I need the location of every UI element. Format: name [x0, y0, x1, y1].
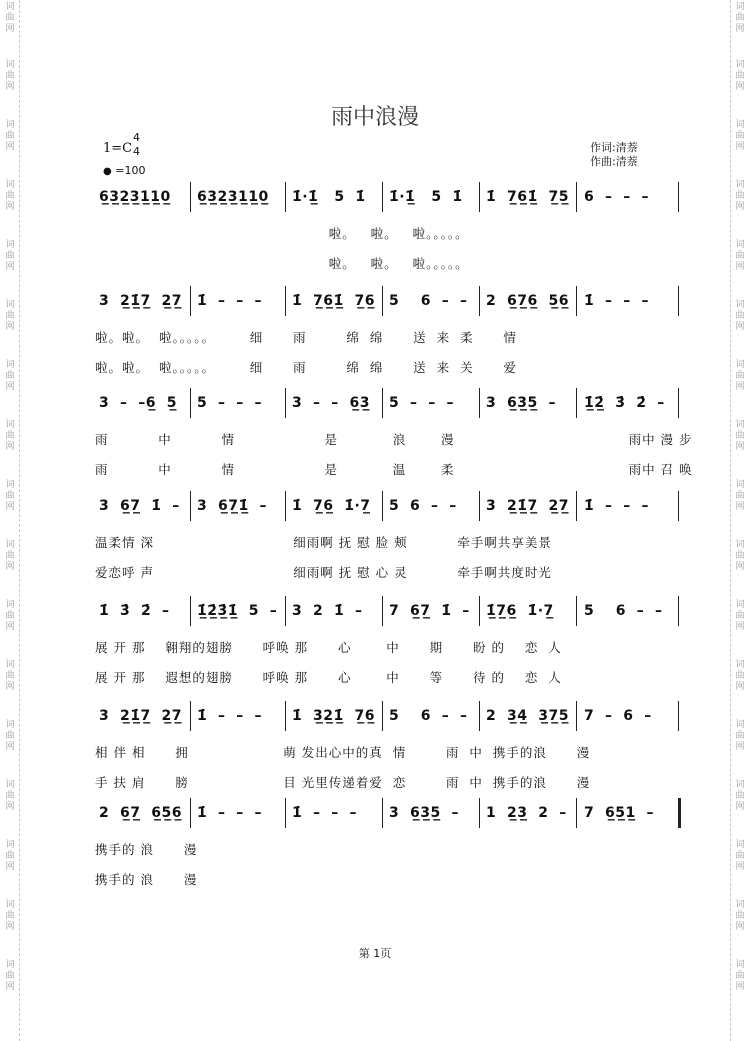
- measure-notes: 6 – – –: [584, 189, 649, 205]
- barline: [678, 182, 679, 212]
- barline: [285, 286, 286, 316]
- watermark-text: [733, 180, 747, 213]
- barline: [190, 182, 191, 212]
- watermark-char: 网: [735, 442, 745, 452]
- watermark-char: 词: [735, 60, 745, 70]
- music-system: [95, 286, 685, 375]
- watermark-char: 曲: [735, 71, 745, 81]
- barline: [190, 491, 191, 521]
- barline: [285, 596, 286, 626]
- watermark-char: 词: [735, 900, 745, 910]
- barline: [382, 798, 383, 828]
- barline: [479, 701, 480, 731]
- right-watermark-strip: [726, 0, 750, 1041]
- watermark-char: 词: [5, 780, 15, 790]
- lyric-line-verse-1: 携手的 浪 漫: [95, 842, 198, 857]
- barline: [678, 388, 679, 418]
- watermark-char: 曲: [5, 551, 15, 561]
- watermark-char: 曲: [5, 251, 15, 261]
- lyric-line-verse-1: 温柔情 深 细雨啊 抚 慰 脸 颊 牵手啊共享美景: [95, 535, 552, 550]
- barline: [190, 701, 191, 731]
- watermark-text: [3, 360, 17, 393]
- watermark-char: 词: [5, 540, 15, 550]
- barline: [576, 286, 577, 316]
- watermark-char: 网: [735, 802, 745, 812]
- measure-notes: 2 6̲7̲6̲ 5̲6̲: [486, 293, 569, 309]
- watermark-char: 词: [5, 660, 15, 670]
- music-system: [95, 798, 685, 887]
- watermark-char: 曲: [5, 791, 15, 801]
- watermark-char: 网: [735, 202, 745, 212]
- barline: [576, 182, 577, 212]
- watermark-char: 网: [5, 142, 15, 152]
- measure-notes: 1 2̲3̲ 2 –: [486, 805, 567, 821]
- watermark-char: 网: [5, 862, 15, 872]
- watermark-char: 曲: [735, 971, 745, 981]
- watermark-char: 网: [735, 322, 745, 332]
- watermark-char: 词: [5, 600, 15, 610]
- watermark-text: [733, 60, 747, 93]
- watermark-text: [3, 2, 17, 35]
- watermark-char: 词: [735, 540, 745, 550]
- watermark-char: 曲: [5, 491, 15, 501]
- watermark-text: [733, 540, 747, 573]
- right-margin-rule: [730, 0, 731, 1041]
- measure-notes: 5 6 – –: [584, 603, 663, 619]
- barline: [285, 388, 286, 418]
- notation-row: [95, 596, 685, 626]
- watermark-char: 网: [735, 922, 745, 932]
- measure-notes: 3 2̲1̲̇7̲ 2̲7̲: [99, 293, 182, 309]
- measure-notes: 1̇ – – –: [197, 805, 262, 821]
- watermark-char: 词: [5, 840, 15, 850]
- watermark-text: [3, 240, 17, 273]
- measure-notes: 2 6̲7̲ 6̲5̲6̲: [99, 805, 182, 821]
- watermark-char: 词: [735, 300, 745, 310]
- lyric-line-verse-1: 雨 中 情 是 浪 漫 雨中 漫 步: [95, 432, 693, 447]
- barline: [382, 182, 383, 212]
- barline: [576, 701, 577, 731]
- barline: [382, 286, 383, 316]
- watermark-text: [733, 900, 747, 933]
- watermark-char: 词: [5, 420, 15, 430]
- watermark-char: 词: [5, 180, 15, 190]
- barline: [576, 388, 577, 418]
- measure-notes: 1̇ – – –: [292, 805, 357, 821]
- lyric-line-verse-2: 展 开 那 遐想的翅膀 呼唤 那 心 中 等 待 的 恋 人: [95, 670, 562, 685]
- watermark-text: [733, 600, 747, 633]
- lyric-line-verse-1: 啦。啦。 啦。。。。。 细 雨 绵 绵 送 来 柔 情: [95, 330, 517, 345]
- watermark-char: 网: [5, 742, 15, 752]
- watermark-text: [3, 180, 17, 213]
- watermark-char: 曲: [5, 71, 15, 81]
- watermark-char: 词: [5, 900, 15, 910]
- measure-notes: 1̇ – – –: [197, 708, 262, 724]
- watermark-text: [3, 900, 17, 933]
- barline: [285, 491, 286, 521]
- barline: [382, 596, 383, 626]
- watermark-char: 网: [735, 742, 745, 752]
- watermark-char: 词: [735, 420, 745, 430]
- lyric-line-verse-2: 雨 中 情 是 温 柔 雨中 召 唤: [95, 462, 693, 477]
- barline: [382, 701, 383, 731]
- watermark-text: [3, 300, 17, 333]
- barline: [678, 491, 679, 521]
- barline: [576, 596, 577, 626]
- watermark-char: 网: [5, 502, 15, 512]
- measure-notes: 3 6̲3̲5̲ –: [486, 395, 556, 411]
- watermark-char: 词: [735, 780, 745, 790]
- lyricist-credit: 作词:清萘: [590, 141, 638, 154]
- watermark-char: 曲: [735, 311, 745, 321]
- watermark-text: [3, 120, 17, 153]
- notation-row: [95, 701, 685, 731]
- watermark-char: 词: [735, 660, 745, 670]
- time-signature: [133, 131, 140, 159]
- watermark-char: 曲: [735, 131, 745, 141]
- watermark-text: [733, 240, 747, 273]
- key-signature: 1=C: [103, 141, 133, 156]
- watermark-char: 曲: [735, 551, 745, 561]
- measure-notes: 7 6̲7̲ 1̇ –: [389, 603, 470, 619]
- watermark-char: 网: [5, 382, 15, 392]
- barline: [678, 596, 679, 626]
- watermark-text: [3, 420, 17, 453]
- measure-notes: 3 – – 6̲3̲: [292, 395, 370, 411]
- watermark-char: 曲: [5, 371, 15, 381]
- watermark-char: 曲: [5, 191, 15, 201]
- watermark-char: 词: [735, 240, 745, 250]
- watermark-char: 网: [735, 502, 745, 512]
- watermark-char: 曲: [5, 671, 15, 681]
- watermark-char: 网: [5, 24, 15, 34]
- music-system: [95, 388, 693, 477]
- watermark-char: 曲: [735, 371, 745, 381]
- lyric-line-verse-2: 啦。啦。 啦。。。。。 细 雨 绵 绵 送 来 关 爱: [95, 360, 517, 375]
- tempo-value: =100: [115, 164, 146, 177]
- watermark-char: 词: [5, 60, 15, 70]
- watermark-char: 曲: [5, 311, 15, 321]
- watermark-char: 网: [735, 982, 745, 992]
- watermark-char: 词: [735, 120, 745, 130]
- watermark-char: 曲: [735, 611, 745, 621]
- watermark-char: 网: [5, 202, 15, 212]
- watermark-text: [733, 960, 747, 993]
- watermark-char: 词: [735, 480, 745, 490]
- watermark-char: 曲: [735, 911, 745, 921]
- watermark-char: 网: [735, 862, 745, 872]
- watermark-char: 曲: [5, 851, 15, 861]
- barline: [576, 491, 577, 521]
- measure-notes: 6̲3̲2̲3̲1̲1̲0̲: [197, 189, 269, 205]
- measure-notes: 1̇ – – –: [584, 498, 649, 514]
- watermark-text: [733, 480, 747, 513]
- watermark-char: 曲: [5, 731, 15, 741]
- tempo-marking: [103, 164, 145, 177]
- watermark-char: 词: [5, 300, 15, 310]
- lyric-line-verse-1: 啦。 啦。 啦。。。。。: [95, 226, 469, 241]
- barline: [678, 286, 679, 316]
- final-barline: [678, 798, 681, 828]
- watermark-char: 曲: [735, 491, 745, 501]
- watermark-char: 网: [5, 562, 15, 572]
- measure-notes: 3 2̲1̲̇7̲ 2̲7̲: [486, 498, 569, 514]
- measure-notes: 3 6̲3̲5̲ –: [389, 805, 459, 821]
- watermark-text: [3, 720, 17, 753]
- measure-notes: 1̇ – – –: [584, 293, 649, 309]
- measure-notes: 1̲̇2̲̇ 3̇ 2̇ –: [584, 395, 665, 411]
- measure-notes: 1̇ 3̲2̲1̲̇ 7̲6̲: [292, 708, 375, 724]
- watermark-char: 曲: [5, 971, 15, 981]
- measure-notes: 3 – –6̲ 5̲: [99, 395, 177, 411]
- watermark-char: 曲: [5, 131, 15, 141]
- watermark-char: 曲: [5, 911, 15, 921]
- watermark-text: [733, 840, 747, 873]
- measure-notes: 5 – – –: [389, 395, 454, 411]
- barline: [190, 286, 191, 316]
- barline: [678, 701, 679, 731]
- watermark-text: [733, 720, 747, 753]
- barline: [190, 798, 191, 828]
- watermark-char: 曲: [735, 13, 745, 23]
- lyric-line-verse-2: 携手的 浪 漫: [95, 872, 198, 887]
- watermark-char: 网: [5, 262, 15, 272]
- watermark-char: 网: [5, 622, 15, 632]
- watermark-char: 曲: [735, 191, 745, 201]
- watermark-char: 曲: [5, 13, 15, 23]
- watermark-char: 网: [735, 24, 745, 34]
- notation-row: [95, 798, 685, 828]
- watermark-text: [3, 780, 17, 813]
- watermark-text: [3, 480, 17, 513]
- song-title: 雨中浪漫: [330, 105, 419, 130]
- watermark-char: 网: [5, 442, 15, 452]
- measure-notes: 2 3̲4̲ 3̲7̲5̲: [486, 708, 569, 724]
- watermark-text: [733, 300, 747, 333]
- watermark-text: [3, 960, 17, 993]
- watermark-char: 词: [5, 360, 15, 370]
- lyric-line-verse-2: 啦。 啦。 啦。。。。。: [95, 256, 469, 271]
- left-margin-rule: [19, 0, 20, 1041]
- watermark-char: 网: [735, 262, 745, 272]
- watermark-char: 网: [5, 922, 15, 932]
- watermark-text: [3, 840, 17, 873]
- watermark-char: 曲: [735, 731, 745, 741]
- barline: [382, 388, 383, 418]
- watermark-char: 曲: [735, 251, 745, 261]
- music-system: [95, 596, 685, 685]
- watermark-char: 词: [5, 720, 15, 730]
- measure-notes: 5 6 – –: [389, 498, 457, 514]
- watermark-char: 词: [735, 960, 745, 970]
- lyric-line-verse-2: 爱恋呼 声 细雨啊 抚 慰 心 灵 牵手啊共度时光: [95, 565, 552, 580]
- barline: [190, 388, 191, 418]
- music-system: [95, 701, 685, 790]
- time-top: 4: [133, 131, 140, 144]
- watermark-char: 词: [5, 480, 15, 490]
- lyric-line-verse-2: 手 扶 肩 膀 目 光里传递着爱 恋 雨 中 携手的浪 漫: [95, 775, 591, 790]
- notation-row: [95, 388, 685, 418]
- measure-notes: 6̲3̲2̲3̲1̲1̲0̲: [99, 189, 171, 205]
- measure-notes: 3 6̲7̲ 1̇ –: [99, 498, 180, 514]
- music-system: [95, 182, 685, 271]
- measure-notes: 1̇ – – –: [197, 293, 262, 309]
- barline: [285, 182, 286, 212]
- watermark-text: [3, 660, 17, 693]
- barline: [285, 798, 286, 828]
- watermark-text: [3, 600, 17, 633]
- barline: [576, 798, 577, 828]
- barline: [190, 596, 191, 626]
- composer-credit: 作曲:清萘: [590, 155, 638, 168]
- measure-notes: 1̇ 7̲6̲1̲̇ 7̲5̲: [486, 189, 569, 205]
- watermark-text: [733, 120, 747, 153]
- barline: [479, 798, 480, 828]
- watermark-char: 网: [735, 622, 745, 632]
- watermark-char: 词: [735, 720, 745, 730]
- measure-notes: 5 6 – –: [389, 293, 468, 309]
- watermark-char: 网: [5, 802, 15, 812]
- measure-notes: 7 6̲5̲1̲ –: [584, 805, 654, 821]
- watermark-char: 曲: [5, 611, 15, 621]
- measure-notes: 3 6̲7̲1̲̇ –: [197, 498, 267, 514]
- watermark-text: [733, 420, 747, 453]
- time-bottom: 4: [133, 145, 140, 158]
- watermark-char: 词: [5, 2, 15, 12]
- watermark-char: 词: [735, 180, 745, 190]
- watermark-char: 网: [735, 562, 745, 572]
- watermark-text: [733, 2, 747, 35]
- barline: [479, 182, 480, 212]
- notation-row: [95, 491, 685, 521]
- quarter-note-icon: ●: [103, 166, 112, 177]
- measure-notes: 1̲̇7̲6̲ 1̇·7̲: [486, 603, 554, 619]
- watermark-char: 曲: [735, 851, 745, 861]
- watermark-char: 曲: [735, 791, 745, 801]
- watermark-char: 网: [735, 382, 745, 392]
- barline: [285, 701, 286, 731]
- measure-notes: 1̇ 3̇ 2̇ –: [99, 603, 170, 619]
- watermark-char: 词: [735, 840, 745, 850]
- watermark-text: [3, 540, 17, 573]
- watermark-char: 网: [735, 82, 745, 92]
- notation-row: [95, 286, 685, 316]
- watermark-char: 词: [735, 2, 745, 12]
- measure-notes: 3 2 1̇ –: [292, 603, 363, 619]
- watermark-char: 网: [5, 682, 15, 692]
- barline: [479, 491, 480, 521]
- measure-notes: 1̇ 7̲6̲ 1̇·7̲: [292, 498, 371, 514]
- watermark-char: 网: [5, 82, 15, 92]
- lyric-line-verse-1: 展 开 那 翱翔的翅膀 呼唤 那 心 中 期 盼 的 恋 人: [95, 640, 562, 655]
- barline: [479, 596, 480, 626]
- watermark-char: 词: [5, 240, 15, 250]
- notation-row: [95, 182, 685, 212]
- measure-notes: 1̇ 7̲6̲1̲̇ 7̲6̲: [292, 293, 375, 309]
- watermark-text: [733, 780, 747, 813]
- measure-notes: 1̇·1̲̇ 5 1̇: [292, 189, 366, 205]
- watermark-char: 曲: [735, 671, 745, 681]
- page-number: 第 1页: [358, 947, 392, 960]
- watermark-char: 词: [735, 360, 745, 370]
- watermark-text: [733, 660, 747, 693]
- measure-notes: 1̇·1̲̇ 5 1̇: [389, 189, 463, 205]
- watermark-char: 词: [5, 960, 15, 970]
- barline: [382, 491, 383, 521]
- watermark-char: 网: [735, 682, 745, 692]
- watermark-char: 词: [5, 120, 15, 130]
- left-watermark-strip: [0, 0, 24, 1041]
- watermark-char: 词: [735, 600, 745, 610]
- measure-notes: 7 – 6 –: [584, 708, 652, 724]
- watermark-char: 曲: [5, 431, 15, 441]
- watermark-text: [3, 60, 17, 93]
- watermark-char: 曲: [735, 431, 745, 441]
- watermark-char: 网: [735, 142, 745, 152]
- barline: [479, 388, 480, 418]
- measure-notes: 5 – – –: [197, 395, 262, 411]
- barline: [479, 286, 480, 316]
- measure-notes: 3 2̲1̲̇7̲ 2̲7̲: [99, 708, 182, 724]
- lyric-line-verse-1: 相 伴 相 拥 萌 发出心中的真 情 雨 中 携手的浪 漫: [95, 745, 591, 760]
- measure-notes: 5 6 – –: [389, 708, 468, 724]
- measure-notes: 1̲̇2̲̇3̲̇1̲̇ 5 –: [197, 603, 278, 619]
- watermark-text: [733, 360, 747, 393]
- watermark-char: 网: [5, 322, 15, 332]
- music-system: [95, 491, 685, 580]
- watermark-char: 网: [5, 982, 15, 992]
